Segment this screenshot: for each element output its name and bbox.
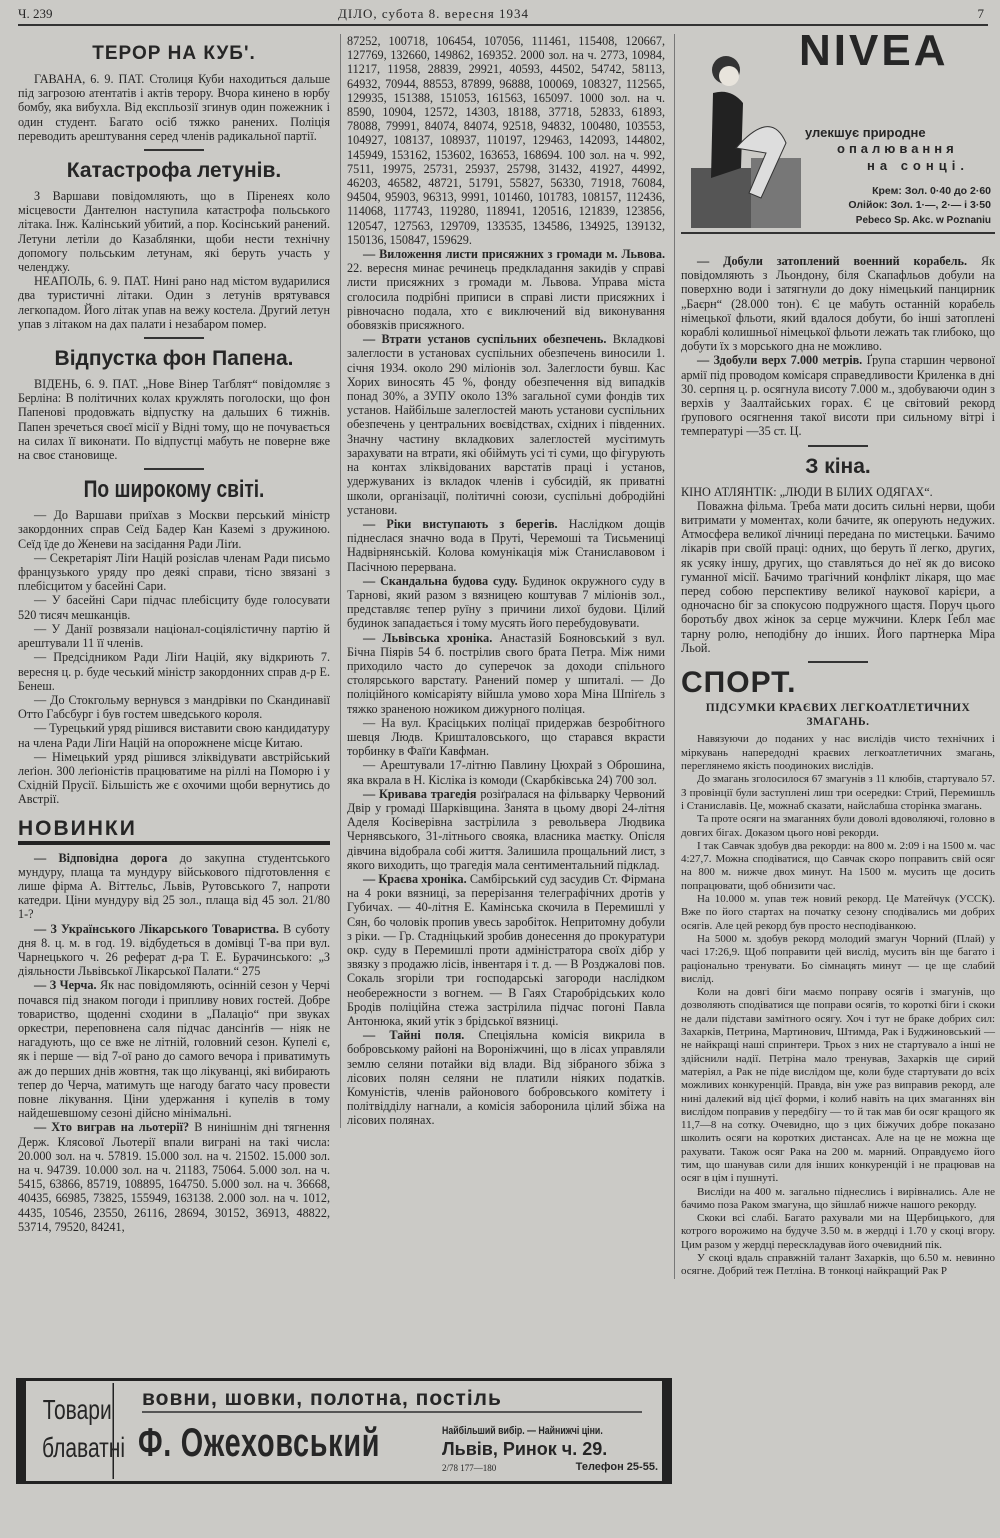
article-paragraph — [18, 72, 330, 143]
article-heading: НОВИНКИ — [18, 817, 330, 845]
article-paragraph — [18, 750, 330, 807]
paragraph-text: Наслідком дощів піднеслася значно вода в Пруті, Черемоші та Тисьмениці Надвірнянській. Колова комунікація між Станиславовом і Пасічною перервана. — [347, 516, 666, 574]
article-paragraph — [18, 693, 330, 721]
paragraph-text: Скоки всі слабі. Багато рахували ми на Щербицького, для котрого ворожимо на будуче 3.50 м. в жердці і 1.70 у скоці вгору. Цим разом у жердці перескладував його очевидний пік. — [681, 1212, 995, 1251]
paragraph-text: В нинішнім дні тягнення Держ. Клясової Льотерії впали виграні на такі числа: 20.000 зол. на ч. 57819. 15.000 зол. на ч. 21502. 15.000 зол. на ч. 94739. 10.000 зол. на ч. 21183, 75064. 5.000 зол. на ч. 5415, 63866, 85719, 108895, 164750. 5.000 зол. на ч. 36668, 40435, 66985, 73825, 155949, 163138. 2.000 зол. на ч. 1012, 4435, 10546, 23550, 26116, 28694, 30152, 36913, 48822, 53714, 79520, 84241, — [18, 1120, 330, 1234]
paragraph-text: розіґралася на фільварку Червоний Двір у громаді Шарківщина. Занята в цьому дворі 24-літня Аделя Косіверівна застрілила з револьвера Людвика Чернявського, 31-літнього свояка, власника маєтку. Опісля дівчина відобрала собі життя. Залишила прощальний лист, з якого виходить, що трагедія мала сентиментальний підклад. — [347, 786, 665, 872]
paragraph-text: Та проте осяги на змаганнях були доволі вдоволяючі, головно в довгих бігах. Доказом цього нові рекорди. — [681, 813, 995, 839]
divider — [144, 337, 204, 339]
paragraph-text: На 5000 м. здобув рекорд молодий змагун Чорний (Плай) у часі 17:26,9. Щоб поправити цей вислід, мусить він ще багато і раціонально тренувати. Бо сімнацять минут — це ще слабий вислід. — [681, 932, 995, 985]
paragraph-text: — Предсідником Ради Ліґи Націй, яку відкриють 7. вересня ц. р. буде чеський міністр закордонних справ д-р Е. Бенеш. — [18, 650, 330, 693]
article-heading: По широкому світі. — [83, 476, 265, 504]
paragraph-text: — Турецький уряд рішився виставити свою кандидатуру на члена Ради Ліґи Націй на опорожнене місце Китаю. — [18, 721, 330, 750]
paragraph-text: На 10.000 м. упав теж новий рекорд. Це Матейчук (УССК). Вже по його стартах на початку сезону сподівались ми добрих осягів. Але цей рекорд був просто несподіванкою. — [681, 893, 995, 932]
article-paragraph — [18, 274, 330, 331]
paragraph-lead: — Львівська хроніка. — [363, 630, 493, 645]
ad-prices — [848, 184, 991, 212]
page-number: 7 — [977, 6, 984, 21]
article-paragraph — [18, 1120, 330, 1234]
paragraph-text: ГАВАНА, 6. 9. ПАТ. Столиця Куби находиться дальше під загрозою атентатів і актів терору. Вчора кинено в юрбу бомбу, яка вибухла. Від експльозії згинув один пожежник і один студент. Багато осіб тяжко ранених. Поліція переводить арештування серед членів радикальної партії. — [18, 72, 330, 143]
article-paragraph — [347, 34, 665, 247]
ad-maker: Pebeco Sp. Akc. w Poznaniu — [855, 215, 991, 226]
article-paragraph — [18, 622, 330, 650]
article-paragraph — [18, 721, 330, 749]
paragraph-lead: — Здобули верх 7.000 метрів. — [697, 353, 863, 368]
paragraph-text: 87252, 100718, 106454, 107056, 111461, 115408, 120667, 127769, 132660, 149862, 169352. 2000 зол. на ч. 2773, 10984, 11217, 11958, 28839, 29921, 40593, 44502, 54742, 58113, 64932, 70944, 88553, 87899, 96888, 100069, 108327, 112565, 129935, 151388, 151053, 161563, 165097. 1000 зол. на ч. 8590, 10904, 12572, 14303, 18188, 37718, 52833, 61893, 78088, 79991, 84074, 84074, 92518, 94832, 100480, 103553, 104927, 108137, 108937, 110197, 129463, 142093, 144802, 145949, 153162, 153602, 163653, 168694. 100 зол. на ч. 992, 7511, 19975, 25731, 25937, 25798, 31432, 41927, 44992, 46203, 46582, 48721, 51791, 55827, 56330, 71918, 76084, 94504, 95903, 96313, 9991, 101460, 101783, 108157, 112436, 114068, 117743, 119280, 118941, 120516, 121839, 123856, 120547, 127563, 129709, 133535, 134586, 134925, 139132, 150136, 150847, 159629. — [347, 34, 665, 247]
paragraph-text: 22. вересня минає речинець предкладання закидів у справі листи присяжних з громади м. Львова. Управа міста сголосила подрібні приписи в справі листи присяжних і рівночасно подала, хто є виключений від виконування обовязків присяжного. — [347, 261, 665, 333]
paragraph-text: У скоці вдаль справжній талант Захарків, що 6.50 м. невинно осягне. Добрий теж Петлінa. В тонкоці найкращий Рак Р — [681, 1252, 995, 1278]
article-paragraph — [18, 189, 330, 274]
article-paragraph — [18, 851, 330, 922]
article-paragraph — [681, 813, 995, 840]
paragraph-lead: — Виложення листи присяжних з громади м. Львова. — [363, 247, 665, 262]
article-paragraph — [681, 1212, 995, 1252]
paragraph-lead: — Скандальна будова суду. — [363, 573, 518, 588]
paragraph-text: — На вул. Красіцьких поліцаї придержав безробітного шевця Людв. Кришталовського, що старався вкрасти торбинку в Фаїґи Кавфман. — [347, 715, 665, 759]
paragraph-text: — Німецький уряд рішився зліквідувати австрійський леґіон. 300 леґіоністів працюватиме на ріллі на Поморю і у Східній Прусії. Більшість же є охочими щоби вернутись до Австрії. — [18, 749, 330, 807]
paragraph-text: З Варшави повідомляють, що в Піренеях коло місцевости Дантелюн наступила катастрофа польського літака. Інж. Калінський убитий, а пор. Косінський ранений. Летуни летіли до Казаблянки, щоби нести технічну допомогу польським летунам, які беруть участь у челенджу. — [18, 189, 330, 275]
ad-slogan-line: опалювання — [837, 141, 958, 156]
paragraph-lead: — Добули затоплений военний корабель. — [697, 254, 968, 268]
article-paragraph — [681, 986, 995, 1185]
paragraph-text: Поважна фільма. Треба мати досить сильні нерви, щоби витримати у моментах, коли бачите, як оперують недужих. Атмосфера великої лічниці передана по мистецьки. Бачимо лікарів при своїй праці: одних, що беруть її легко, других, як усяку іншу, других, що ставляться до неї як до високо гуманної місії. Бачимо трагічний конфлікт лікаря, що має перед собою перспективу великої наукової карієри, а одночасно біг за спокусою подружного щастя. Поруч цього боротьбу двох жінок за серце мужчини. Клерк Ґебл має тарну ролю, неподібну до інших. Його партнерка Міра Льой. — [681, 498, 995, 655]
paragraph-text: Як нас повідомляють, осінній сезон у Черчі почався під знаком погоди і припливу нових гостей. Добре товариство, щоденні сходини в „Палаціо“ при звуках оркестри, переповнена саля підчас дансінґів — ніяк не нагадують, що се вже не літній, головний сезон. Купелі є, як і перше — від 7-ої рано до самого вечора і приватимуть аж до перших днів жовтня, так що лікуванці, які вибирають тепер до Черча, матимуть ще нагоду багато часу провести повне лікування. Ціни удержання і купелів в тому найдешевшому сезоні дійсно мінімальні. — [18, 978, 330, 1121]
paragraph-lead: — Ріки виступають з берегів. — [363, 516, 558, 531]
paragraph-lead: — Тайні поля. — [363, 1028, 465, 1043]
ad-phone: Телефон 25-55. — [575, 1461, 658, 1473]
ad-store-name: Ф. Ожеховський — [138, 1421, 381, 1465]
bather-illustration-icon — [691, 48, 806, 228]
paragraph-lead: — Хто виграв на льотерії? — [34, 1120, 190, 1135]
article-paragraph — [681, 1186, 995, 1213]
paragraph-text: В суботу дня 8. ц. м. в год. 19. відбудеться в домівці Т-ва при вул. Чарнецького ч. 26 реферат д-ра Т. Е. Бурачинського: „З діяльности Львівської Лікарської Палати.“ 275 — [18, 921, 330, 979]
paragraph-text: — До Стокгольму вернувся з мандрівки по Скандинавії Отто Габсбург і був гостем шведського короля. — [18, 692, 330, 722]
paragraph-text: — До Варшави приїхав з Москви перський міністр закордонних справ Сеїд Бадер Кан Каземі з дружиною. Сеїд їде до Женеви на засідання Ради Ліґи. — [18, 508, 330, 551]
paragraph-text: Висліди на 400 м. загально піднеслись і вирівнались. Але не бачимо поза Раком змагуна, що зйшлаб нижче нашого рекорду. — [681, 1185, 995, 1211]
paragraph-text: До змагань зголосилося 67 змагунів з 11 клюбів, стартувало 57. З провінції були заступлені лиш три осередки: Стрий, Перемишль і Станиславів. Це, можнаб сказати, найслабша сторінка змагань. — [681, 773, 995, 812]
article-paragraph — [347, 716, 665, 759]
article-paragraph — [18, 922, 330, 979]
issue-number: Ч. 239 — [18, 6, 53, 21]
article-paragraph — [347, 332, 665, 517]
paragraph-text: Будинок окружного суду в Тарнові, який разом з вязницею коштував 7 міліонів зол., представляє тепер руїну з причини лихої будови. Цілий будинок западається і тому мусять його перебудовувати. — [347, 573, 666, 631]
article-heading: ТЕРОР НА КУБ'. — [92, 43, 256, 64]
paragraph-lead: — З Черча. — [34, 978, 97, 993]
article-paragraph — [347, 787, 665, 872]
ad-slogan-line: улекшує природне — [805, 125, 926, 140]
article-paragraph — [18, 978, 330, 1120]
paragraph-text: Анастазій Бояновський з вул. Бічна Піярів 54 б. пострілив свого брата Петра. Між ними приходило часто до суперечок за доходи спільного столярського варстату. Ранений помер у шпиталі. — До поліційного комісаріяту війшла умово хора Міна Шпіґель з тяжко зраненою ножиком дижурного поліцая. — [347, 630, 665, 716]
paragraph-text: — У басейні Сари підчас плебісциту буде голосувати 520 тисяч мешканців. — [18, 593, 330, 622]
article-paragraph — [18, 551, 330, 594]
article-paragraph — [18, 508, 330, 551]
article-paragraph — [347, 247, 665, 332]
paragraph-lead: — Втрати установ суспільних обезпечень. — [363, 332, 607, 347]
article-paragraph — [681, 353, 995, 438]
article-paragraph — [681, 499, 995, 655]
ad-address: Львів, Ринок ч. 29. — [442, 1439, 608, 1459]
paragraph-text: Спеціяльна комісія викрила в бобровському районі на Вороніжчині, що в лісах управляли землю селяни потайки від влади. Від зібраного збіжа з лісових полян селяни не платили ніяких податків. Комуністів, членів районового бобровського комітету і політвідділу нагнали, а комісія заборонила цілий збіжа на лісових полянах. — [347, 1028, 665, 1128]
masthead-date: ДІЛО, субота 8. вересня 1934 — [338, 6, 530, 21]
nivea-advertisement — [681, 26, 995, 234]
article-heading: З кіна. — [805, 454, 871, 478]
paragraph-text: Коли на довгі біги маємо поправу осягів і змагунів, що дозволяють сподіватися ще поправи осягів, то короткі біги і скоки не дали підстави замітного осягу. Хоч і тут не браке добрих сил: Захарків, Петрина, Мартинович, Штимда, Рак і Буджиновський — не найкращі наші спринтери. Трьох з них не стартувало а інші не здійснили надії. Петріна мало тренував, Захарків ще сирий матеріял, а Рак не піде вислідом ще, коли буде стартувати до всіх можливих конкуренцій. Правда, він уже раз виправив рекорд, але нині далекий від цієї форми, і колиб навіть на цих змаганнях він вислідом поправив у передбігу — то й так мав би осяг кращого як 11,7—8 на сотку. Очевидно, що з цих біжучих добре показано школить осяги на коротких дистансах. Але на це не можна ще рахувати. Також осяг Рака на 200 м. марний. Оправдуємо його тим, що шанував сили для інших конкуренцій і не працював на осяг в цім і пушнуті. — [681, 986, 995, 1185]
paragraph-lead: — Кривава трагедія — [363, 786, 477, 801]
oil-price: Олійок: Зол. 1·—, 2·— і 3·50 — [848, 199, 991, 211]
ad-code: 2/78 177—180 — [442, 1463, 497, 1473]
paragraph-text: Ґрупа старшин червоної армії під проводом комісаря справедливости Криленка в дні 30. серпня ц. р. осягнула висоту 7.000 м., здобуваючи один з верхів у Заалтайських горах. Є це світовий рекорд ґрупового осягнення такої висоти при сильному вітрі і температурі —35 ст. Ц. — [681, 353, 995, 439]
article-paragraph — [347, 872, 665, 1028]
paragraph-text: Самбірський суд засудив Ст. Фірмана на 4 роки вязниці, за перерізання телеграфічних дротів у Губичах. — 40-літня Е. Камінська скочила в Перемишлі у Сян, бо чоловік пропив увесь заробіток. Непритомну добули з ріки. — Гр. Стадніцький зробив донесення до прокуратури окр. суду в Перемишлі проти адміністратора своїх дібр у звязку з продажю лісів, інвентаря і т. д. — В Розджалові пов. Сокаль згоріли три господарські загороди наслідком необережности з вогнем. — В Гаях Старобрідських коло Бродів поліційна стежа застрілила підчас погоні Павла Антонюка, який утік з брідської вязниці. — [347, 871, 665, 1029]
article-paragraph — [681, 933, 995, 986]
paragraph-text: КІНО АТЛЯНТІК: „ЛЮДИ В БІЛИХ ОДЯГАХ“. — [681, 484, 933, 499]
paragraph-text: І так Савчак здобув два рекорди: на 800 м. 2:09 і на 1500 м. час 4:27,7. Можна сподіватися, що Савчак скоро поправить свій осяг на 800 м. нижче двох минут. На 1500 м. мусить ще досить попрацювати, щоб обнизити час. — [681, 839, 995, 892]
article-paragraph — [18, 593, 330, 621]
article-paragraph — [681, 893, 995, 933]
article-paragraph — [681, 254, 995, 353]
article-heading: Відпустка фон Папена. — [54, 347, 294, 371]
paragraph-text: ВІДЕНЬ, 6. 9. ПАТ. „Нове Вінер Таґблят“ повідомляє з Берліна: В політичних колах кружлять поголоски, що фон Папенові продовжать відпустку на дальших 6 тижнів. Папен зречеться своєї місії у Відні тому, що не почувається на силах її виконати. По відпустці мабуть не поверне вже на своє становище. — [18, 377, 330, 463]
divider — [144, 149, 204, 151]
ad-slogan-line: на сонці. — [867, 158, 969, 173]
paragraph-text: Навязуючи до поданих у нас вислідів чисто технічних і міркувань напередодні краєвих легкоатлетичних змагань, переглянемо якість поодиноких вислідів. — [681, 733, 995, 773]
article-heading: Катастрофа летунів. — [66, 159, 282, 183]
paragraph-lead: — З Українського Лікарського Товариства. — [34, 921, 279, 936]
paragraph-text: — У Данії розвязали націонал-соціялістичну партію й арештували 11 її членів. — [18, 621, 330, 651]
paragraph-text: до закупна студентського мундуру, плаща та мундуру військового підготовлення є лише фірма А. Віттельс, Львів, Рутовського 7, напроти катедри. Ціни мундуру від 25 зол., плаща від 45 зол. 21/80 1-? — [18, 850, 330, 922]
article-paragraph — [347, 517, 665, 574]
page-header — [18, 4, 988, 26]
ad-goods: вовни, шовки, полотна, постіль — [142, 1387, 642, 1413]
divider — [144, 468, 204, 470]
article-paragraph — [347, 631, 665, 716]
article-paragraph — [347, 1028, 665, 1127]
ad-slogan: Найбільший вибір. — Найнижчі ціни. — [442, 1425, 603, 1437]
ad-category: Товари блаватні — [42, 1383, 114, 1479]
paragraph-lead: — Краєва хроніка. — [363, 871, 467, 886]
article-paragraph — [18, 377, 330, 462]
paragraph-text: — Секретаріят Ліґи Націй розіслав членам Ради письмо французького уряду про деякі справи, тісно звязані з плебісцитом у басейні Сари. — [18, 550, 330, 594]
store-advertisement — [16, 1378, 672, 1484]
article-heading: СПОРТ. — [681, 666, 797, 700]
column-1 — [18, 34, 330, 1234]
column-2 — [340, 34, 665, 1128]
column-3 — [674, 26, 995, 1279]
article-paragraph — [347, 574, 665, 631]
paragraph-text: НЕАПОЛЬ, 6. 9. ПАТ. Нині рано над містом вударилися два туристичні літаки. Один з летунів врятувався легкопадом. Його літак упав на вежу костела. Другий летун упав з літаком на дах палати і незабаром помер. — [18, 274, 330, 331]
article-paragraph — [681, 1252, 995, 1279]
paragraph-text: — Арештували 17-літню Павлину Цюхрай з Оброшина, яка вкрала в Н. Кісліка із комоди (Скарбківська 24) 700 зол. — [347, 758, 665, 787]
article-paragraph — [681, 773, 995, 813]
divider — [808, 445, 868, 447]
cream-price: Крем: Зол. 0·40 до 2·60 — [872, 185, 991, 197]
paragraph-text: Вкладкові залеглости в установах суспільних обезпечень виносили 1. січня 1934. около 290 міліонів зол. Залеглости бувш. Кас Хорих виносять 45 %, фонду обезпечення від випадків понад 30%, а ЗУПУ около 13% загальної суми фондів тих установ. Найбільше залеглостей мають установи суспільних обезпечень у центральних воєвідствах, східних і південних. Значну частину вкладкових залеглостей мусітимуть зарахувати на втрати, які обіймуть усі ті суми, що фігурують на контах зліквідованих варстатів праці і установ, удержуваних із вкладок членів і субсидій, як приватні школи, організації, політичні союзи, суспільні добродійні установи. — [347, 332, 665, 517]
divider — [808, 661, 868, 663]
nivea-logo: NIVEA — [799, 26, 949, 75]
article-paragraph — [681, 733, 995, 773]
article-paragraph — [347, 758, 665, 786]
paragraph-lead: — Відповідна дорога — [34, 850, 168, 865]
paragraph-text: Як повідомляють з Льондону, біля Скапафльов добули на поверхню води і затягнули до доку німецький панцирник „Баєрн“ (28.000 тон). Є це мабуть останній корабель німецької фльоти, який вдалося добути, бо інші затоплені кораблі колишньої німецької фльоти лежать так глибоко, що добути їх з морського дна не можливо. — [681, 254, 995, 354]
article-paragraph — [18, 650, 330, 693]
article-paragraph — [681, 840, 995, 893]
article-subheading: ПІДСУМКИ КРАЄВИХ ЛЕГКОАТЛЕТИЧНИХ ЗМАГАНЬ. — [705, 702, 971, 729]
article-paragraph — [681, 485, 995, 499]
